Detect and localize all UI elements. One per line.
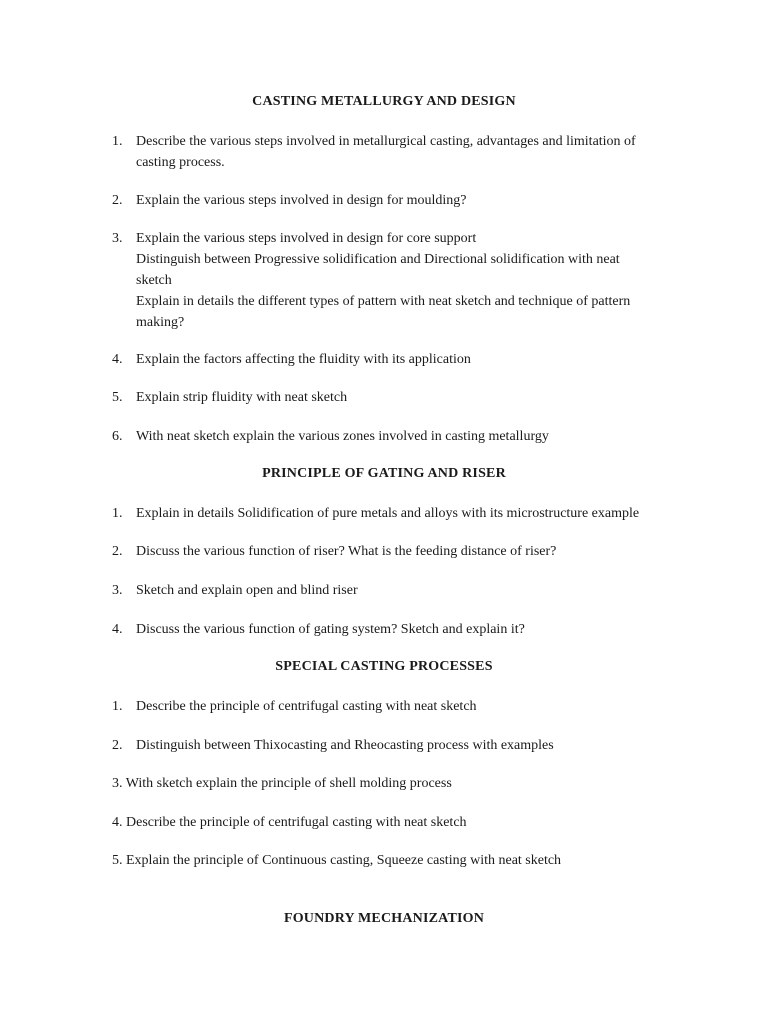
item-number: 3.	[112, 231, 123, 246]
list-item	[112, 735, 692, 756]
item-text: Distinguish between Progressive solidification and Directional solidification with neat	[136, 252, 620, 267]
item-number: 4.	[112, 622, 123, 637]
list-item	[112, 131, 692, 173]
item-text: Describe the principle of centrifugal casting with neat sketch	[136, 699, 477, 714]
list-item	[112, 580, 692, 601]
list-item	[112, 812, 692, 833]
item-number: 1.	[112, 134, 123, 149]
item-number: 2.	[112, 193, 123, 208]
list-item	[112, 619, 692, 640]
item-number: 1.	[112, 699, 123, 714]
list-item	[112, 503, 692, 524]
item-number: 2.	[112, 738, 123, 753]
section-heading-gating-riser: PRINCIPLE OF GATING AND RISER	[262, 466, 506, 481]
item-text: Explain in details Solidification of pure metals and alloys with its microstructure example	[136, 506, 640, 521]
item-text: Explain the factors affecting the fluidity with its application	[136, 352, 471, 367]
section-heading-foundry-mechanization: FOUNDRY MECHANIZATION	[283, 911, 485, 926]
item-text: Explain in details the different types of pattern with neat sketch and technique of pattern	[136, 294, 631, 309]
item-text: 3. With sketch explain the principle of shell molding process	[112, 776, 452, 791]
item-text: Discuss the various function of riser? What is the feeding distance of riser?	[136, 544, 557, 559]
list-item	[112, 228, 692, 333]
item-text: making?	[136, 315, 185, 330]
item-text: Discuss the various function of gating system? Sketch and explain it?	[136, 622, 525, 637]
list-item	[112, 426, 692, 447]
list-item	[112, 541, 692, 562]
item-number: 1.	[112, 506, 123, 521]
list-item	[112, 850, 692, 871]
item-text: Describe the various steps involved in metallurgical casting, advantages and limitation of	[136, 134, 636, 149]
item-text: Explain strip fluidity with neat sketch	[136, 390, 348, 405]
item-text: 4. Describe the principle of centrifugal casting with neat sketch	[112, 815, 467, 830]
list-item	[112, 387, 692, 408]
item-text: Sketch and explain open and blind riser	[136, 583, 358, 598]
section-heading-casting-metallurgy: CASTING METALLURGY AND DESIGN	[252, 94, 516, 109]
item-number: 4.	[112, 352, 123, 367]
item-text: With neat sketch explain the various zones involved in casting metallurgy	[136, 429, 549, 444]
item-text: Explain the various steps involved in design for core support	[136, 231, 477, 246]
item-number: 2.	[112, 544, 123, 559]
item-number: 3.	[112, 583, 123, 598]
item-number: 6.	[112, 429, 123, 444]
item-number: 5.	[112, 390, 123, 405]
list-item	[112, 773, 692, 794]
item-text: Explain the various steps involved in design for moulding?	[136, 193, 467, 208]
item-text: 5. Explain the principle of Continuous casting, Squeeze casting with neat sketch	[112, 853, 562, 868]
list-item	[112, 190, 692, 211]
list-item	[112, 696, 692, 717]
item-text: sketch	[136, 273, 172, 288]
section-heading-special-casting: SPECIAL CASTING PROCESSES	[275, 659, 493, 674]
list-item	[112, 349, 692, 370]
item-text: Distinguish between Thixocasting and Rheocasting process with examples	[136, 738, 554, 753]
item-text: casting process.	[136, 155, 225, 170]
